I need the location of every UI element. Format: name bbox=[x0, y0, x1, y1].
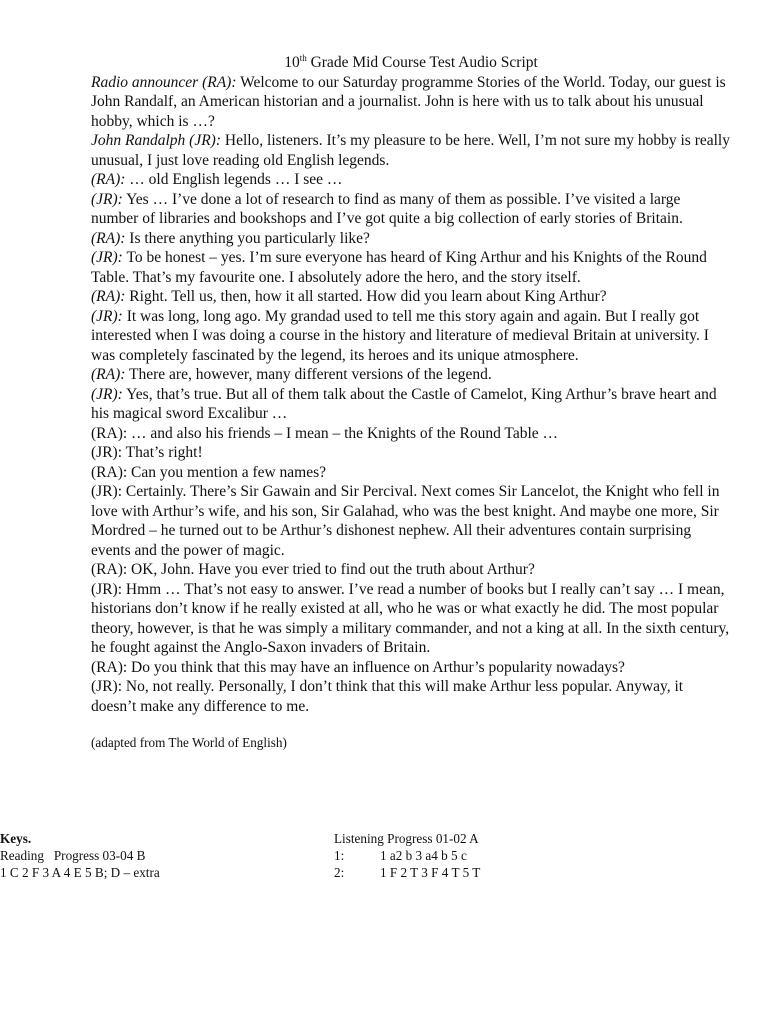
speaker-label: (JR): bbox=[91, 190, 123, 208]
script-turn bbox=[91, 307, 731, 366]
speaker-label: (RA): bbox=[91, 171, 126, 188]
speaker-label: (RA): bbox=[91, 288, 126, 305]
turn-text: There are, however, many different versions of the legend. bbox=[125, 366, 492, 383]
speaker-label: (JR): bbox=[91, 444, 122, 461]
listening-row-answers: 1 F 2 T 3 F 4 T 5 T bbox=[380, 865, 481, 880]
listening-progress-label: Listening Progress 01-02 A bbox=[334, 831, 479, 846]
keys-listening-column bbox=[334, 830, 634, 881]
speaker-label: (RA): bbox=[91, 366, 126, 383]
script-turn bbox=[91, 248, 731, 287]
turn-text: … and also his friends – I mean – the Knights of the Round Table … bbox=[127, 424, 559, 442]
script-turn bbox=[91, 463, 731, 483]
title-text: Grade Mid Course Test Audio Script bbox=[306, 54, 538, 71]
title-number: 10 bbox=[284, 54, 300, 71]
turn-text: That’s right! bbox=[122, 444, 203, 461]
script-turn bbox=[91, 385, 731, 424]
reading-answers: 1 C 2 F 3 A 4 E 5 B; D – extra bbox=[0, 865, 160, 880]
turn-text: OK, John. Have you ever tried to find out the truth about Arthur? bbox=[127, 561, 535, 578]
script-turn bbox=[91, 131, 731, 170]
turn-text: To be honest – yes. I’m sure everyone has heard of King Arthur and his Knights of the Round Table. That’s my favourite one. I absolutely adore the hero, and the story itself. bbox=[91, 249, 707, 286]
script-turn bbox=[91, 287, 731, 307]
turn-text: Is there anything you particularly like? bbox=[125, 229, 370, 247]
speaker-label: (JR): bbox=[91, 385, 123, 403]
listening-row-number: 1: bbox=[334, 848, 345, 863]
script-turn bbox=[91, 190, 731, 229]
turn-text: Welcome to our Saturday programme Stories of the World. Today, our guest is John Randalf, an American historian and a journalist. John is here with us to talk about his unusual hobby, which is …? bbox=[91, 73, 726, 130]
speaker-label: (JR): bbox=[91, 580, 122, 598]
turn-text: Do you think that this may have an influence on Arthur’s popularity nowadays? bbox=[127, 658, 625, 676]
script-turn bbox=[91, 658, 731, 678]
turn-text: Right. Tell us, then, how it all started. How did you learn about King Arthur? bbox=[125, 288, 607, 305]
title-ordinal-suffix: th bbox=[299, 52, 307, 63]
script-turn bbox=[91, 580, 731, 658]
script-turn bbox=[91, 482, 731, 560]
source-note: (adapted from The World of English) bbox=[91, 735, 287, 750]
turn-text: It was long, long ago. My grandad used to tell me this story again and again. But I really got interested when I was doing a course in the history and literature of medieval Britain at university. I was completely fascinated by the legend, its heroes and its unique atmosphere. bbox=[91, 307, 709, 364]
script-turn bbox=[91, 229, 731, 249]
listening-row bbox=[334, 864, 634, 881]
listening-row bbox=[334, 847, 634, 864]
speaker-label: (RA): bbox=[91, 229, 126, 247]
listening-row-number: 2: bbox=[334, 865, 345, 880]
speaker-label: (RA): bbox=[91, 463, 128, 481]
turn-text: Can you mention a few names? bbox=[127, 463, 327, 481]
script-turn bbox=[91, 365, 731, 385]
script-turn bbox=[91, 677, 731, 716]
script-turn bbox=[91, 73, 731, 132]
listening-row-answers: 1 a2 b 3 a4 b 5 c bbox=[380, 848, 467, 863]
turn-text: Hello, listeners. It’s my pleasure to be here. Well, I’m not sure my hobby is really unusual, I just love reading old English legends. bbox=[91, 132, 730, 169]
script-turn bbox=[91, 424, 731, 444]
speaker-label: (JR): bbox=[91, 483, 122, 500]
turn-text: Yes, that’s true. But all of them talk about the Castle of Camelot, King Arthur’s brave heart and his magical sword Excalibur … bbox=[91, 385, 717, 422]
turn-text: … old English legends … I see … bbox=[125, 171, 343, 188]
speaker-label: (RA): bbox=[91, 561, 128, 578]
speaker-label: (JR): bbox=[91, 307, 123, 325]
speaker-label: (JR): bbox=[91, 678, 122, 695]
speaker-label: (RA): bbox=[91, 658, 128, 676]
speaker-label: (JR): bbox=[91, 249, 123, 266]
turn-text: Yes … I’ve done a lot of research to find as many of them as possible. I’ve visited a large number of libraries and bookshops and I’ve got quite a big collection of early stories of Britain. bbox=[91, 190, 683, 227]
script-turn bbox=[91, 560, 731, 580]
speaker-label: John Randalph (JR): bbox=[91, 132, 221, 149]
document-title bbox=[91, 53, 731, 73]
speaker-label: Radio announcer (RA): bbox=[91, 73, 237, 91]
script-turn bbox=[91, 170, 731, 190]
reading-progress-label: Reading Progress 03-04 B bbox=[0, 848, 146, 863]
script-turn bbox=[91, 443, 731, 463]
keys-heading: Keys. bbox=[0, 831, 32, 846]
turn-text: Hmm … That’s not easy to answer. I’ve read a number of books but I really can’t say … I mean, historians don’t know if he really existed at all, who he was or what exactly he did. The most popular theory, however, is that he was simply a military commander, and not a king at all. In the sixth century, he fought against the Anglo-Saxon invaders of Britain. bbox=[91, 580, 730, 656]
turn-text: No, not really. Personally, I don’t think that this will make Arthur less popular. Anyway, it doesn’t make any difference to me. bbox=[91, 678, 684, 715]
audio-script bbox=[91, 73, 731, 717]
speaker-label: (RA): bbox=[91, 424, 128, 442]
turn-text: Certainly. There’s Sir Gawain and Sir Percival. Next comes Sir Lancelot, the Knight who fell in love with Arthur’s wife, and his son, Sir Galahad, who was the best knight. And maybe one more, Sir Mordred – he turned out to be Arthur’s dishonest nephew. All their adventures contain surprising events and the power of magic. bbox=[91, 483, 720, 559]
keys-reading-column bbox=[0, 830, 320, 881]
document-page bbox=[91, 53, 731, 751]
